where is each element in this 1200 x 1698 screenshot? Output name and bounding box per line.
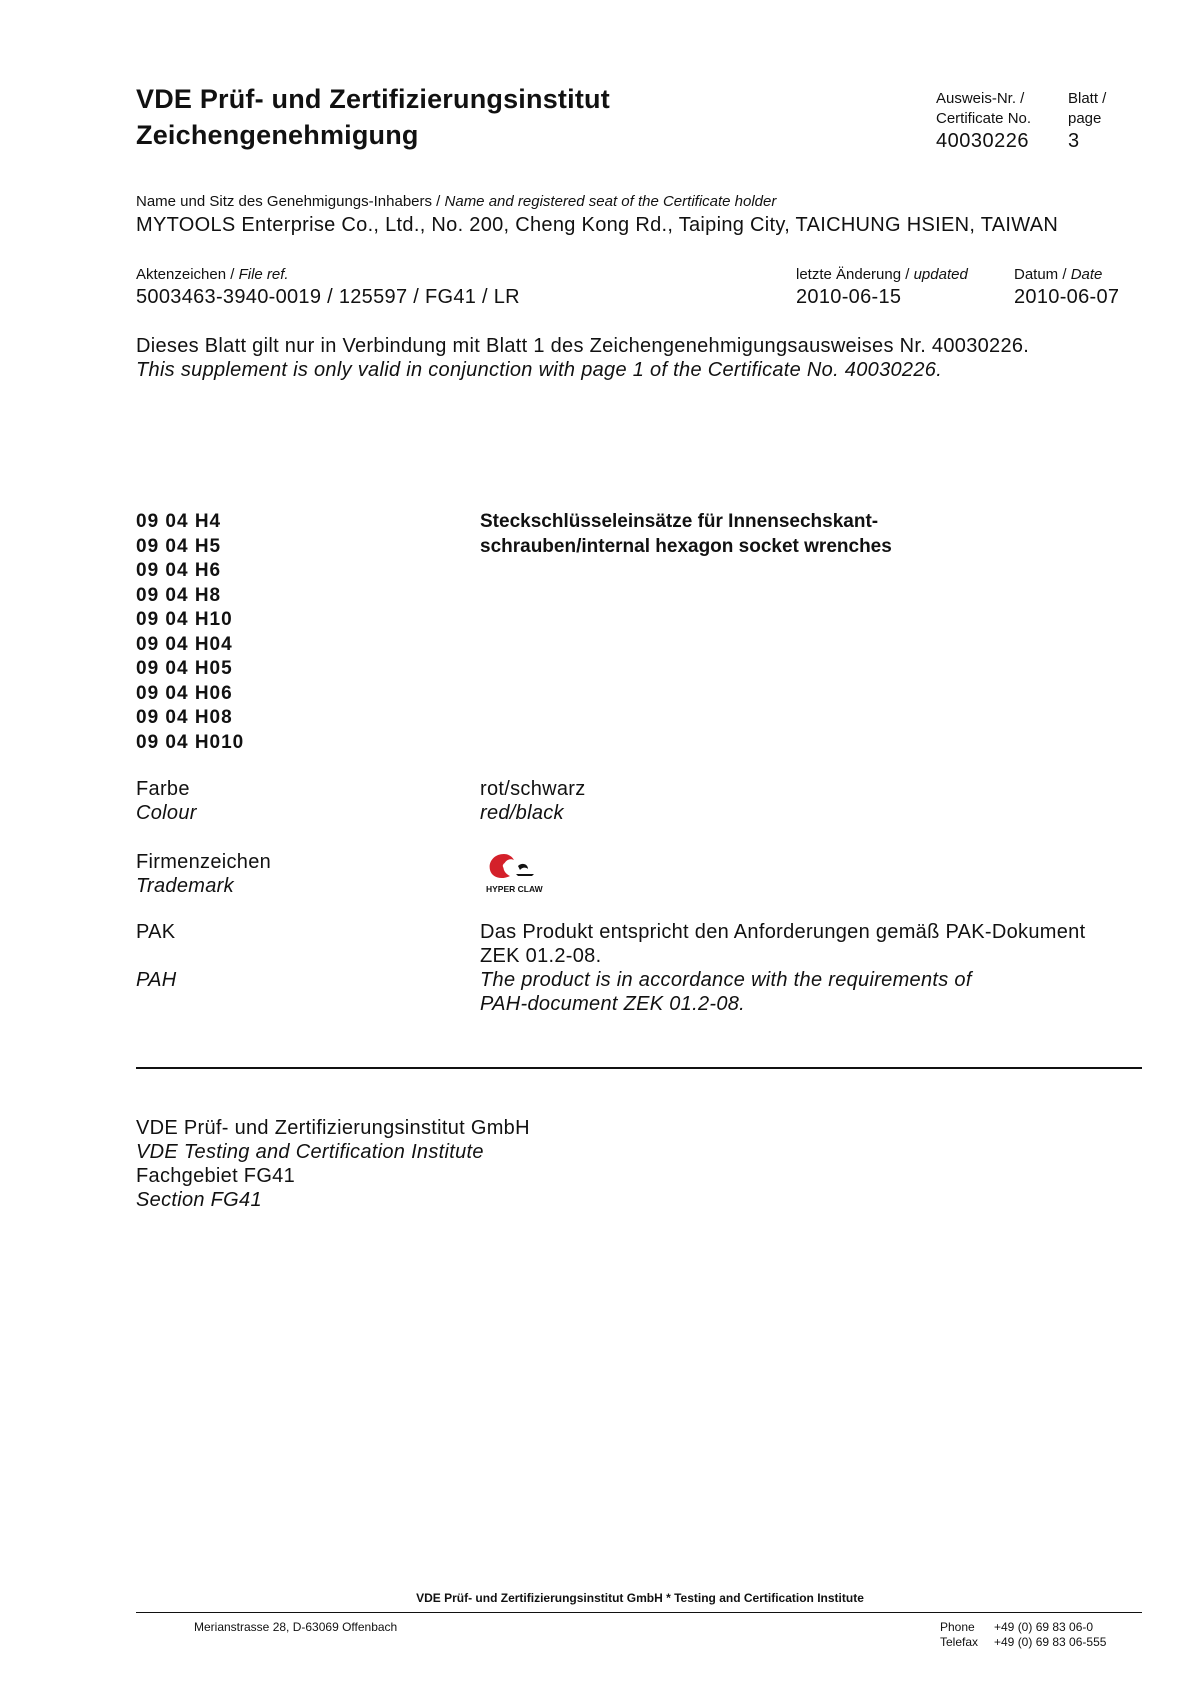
holder-label-de: Name und Sitz des Genehmigungs-Inhabers / — [136, 193, 441, 210]
footer-phone-label: Phone — [940, 1620, 975, 1634]
trademark-label-en: Trademark — [136, 875, 234, 897]
file-ref-label-en: File ref. — [238, 266, 289, 283]
colour-label-de: Farbe — [136, 778, 190, 800]
colour-label-en: Colour — [136, 802, 197, 824]
cert-label-en: Certificate No. — [936, 110, 1032, 127]
product-code: 09 04 H6 — [136, 560, 222, 581]
cert-label-de: Ausweis-Nr. / — [936, 90, 1025, 107]
footer-fax-label: Telefax — [940, 1635, 979, 1649]
pak-text-en-line2: PAH-document ZEK 01.2-08. — [480, 993, 746, 1015]
file-ref-label-de: Aktenzeichen / — [136, 266, 235, 283]
product-code: 09 04 H010 — [136, 731, 245, 753]
product-code-list — [136, 510, 244, 755]
title-line2: Zeichengenehmigung — [136, 120, 419, 150]
page-label-de: Blatt / — [1068, 90, 1107, 107]
pak-text-de-line2: ZEK 01.2-08. — [480, 945, 602, 967]
footer-phone: +49 (0) 69 83 06-0 — [994, 1620, 1094, 1634]
supplement-de: Dieses Blatt gilt nur in Verbindung mit Blatt 1 des Zeichengenehmigungsausweises Nr. 40030226. — [136, 335, 1030, 357]
section-divider — [136, 1067, 1142, 1069]
file-ref-label — [136, 266, 289, 283]
holder-label-en: Name and registered seat of the Certificate holder — [444, 193, 777, 210]
colour-value-en: red/black — [480, 802, 564, 824]
holder-label — [136, 193, 776, 210]
cert-number: 40030226 — [936, 130, 1029, 152]
holder-value: MYTOOLS Enterprise Co., Ltd., No. 200, Cheng Kong Rd., Taiping City, TAICHUNG HSIEN, TAIWAN — [136, 214, 1059, 236]
product-code: 09 04 H06 — [136, 682, 233, 704]
hyper-claw-logo — [482, 852, 562, 898]
file-ref-value: 5003463-3940-0019 / 125597 / FG41 / LR — [136, 286, 520, 308]
page-label-en: page — [1068, 110, 1102, 127]
product-code: 09 04 H05 — [136, 658, 233, 679]
title-line1: VDE Prüf- und Zertifizierungsinstitut — [136, 84, 610, 114]
issuer-line3: Fachgebiet FG41 — [136, 1165, 296, 1187]
pak-text-en-line1: The product is in accordance with the requirements of — [480, 969, 972, 991]
product-description — [480, 510, 892, 559]
hyper-claw-logo-icon — [482, 852, 562, 898]
footer-address: Merianstrasse 28, D-63069 Offenbach — [194, 1620, 398, 1634]
pak-label-en: PAH — [136, 969, 177, 991]
updated-label-de: letzte Änderung / — [796, 266, 910, 283]
footer-divider — [136, 1612, 1142, 1613]
logo-text: HYPER CLAW — [486, 884, 543, 894]
product-code: 09 04 H08 — [136, 707, 233, 728]
footer-org: VDE Prüf- und Zertifizierungsinstitut GmbH * Testing and Certification Institute — [416, 1591, 864, 1605]
product-code: 09 04 H04 — [136, 633, 233, 655]
supplement-en: This supplement is only valid in conjunction with page 1 of the Certificate No. 40030226. — [136, 359, 943, 381]
product-code: 09 04 H10 — [136, 609, 233, 630]
date-value: 2010-06-07 — [1014, 286, 1120, 308]
product-description-line1: Steckschlüsseleinsätze für Innensechskant- — [480, 511, 879, 532]
pak-label-de: PAK — [136, 921, 176, 943]
page-number: 3 — [1068, 130, 1080, 152]
trademark-label-de: Firmenzeichen — [136, 851, 272, 873]
issuer-line2: VDE Testing and Certification Institute — [136, 1141, 484, 1163]
product-code: 09 04 H4 — [136, 511, 222, 532]
product-code: 09 04 H8 — [136, 584, 222, 606]
updated-label — [796, 266, 968, 283]
updated-value: 2010-06-15 — [796, 286, 902, 308]
date-label — [1014, 266, 1102, 283]
product-description-line2: schrauben/internal hexagon socket wrenches — [480, 535, 892, 557]
colour-value-de: rot/schwarz — [480, 778, 586, 800]
footer-fax: +49 (0) 69 83 06-555 — [994, 1635, 1107, 1649]
issuer-line4: Section FG41 — [136, 1189, 262, 1211]
date-label-en: Date — [1070, 266, 1103, 283]
pak-text-de-line1: Das Produkt entspricht den Anforderungen gemäß PAK-Dokument — [480, 921, 1086, 943]
updated-label-en: updated — [913, 266, 968, 283]
product-code: 09 04 H5 — [136, 535, 222, 557]
date-label-de: Datum / — [1014, 266, 1067, 283]
issuer-line1: VDE Prüf- und Zertifizierungsinstitut GmbH — [136, 1117, 530, 1139]
